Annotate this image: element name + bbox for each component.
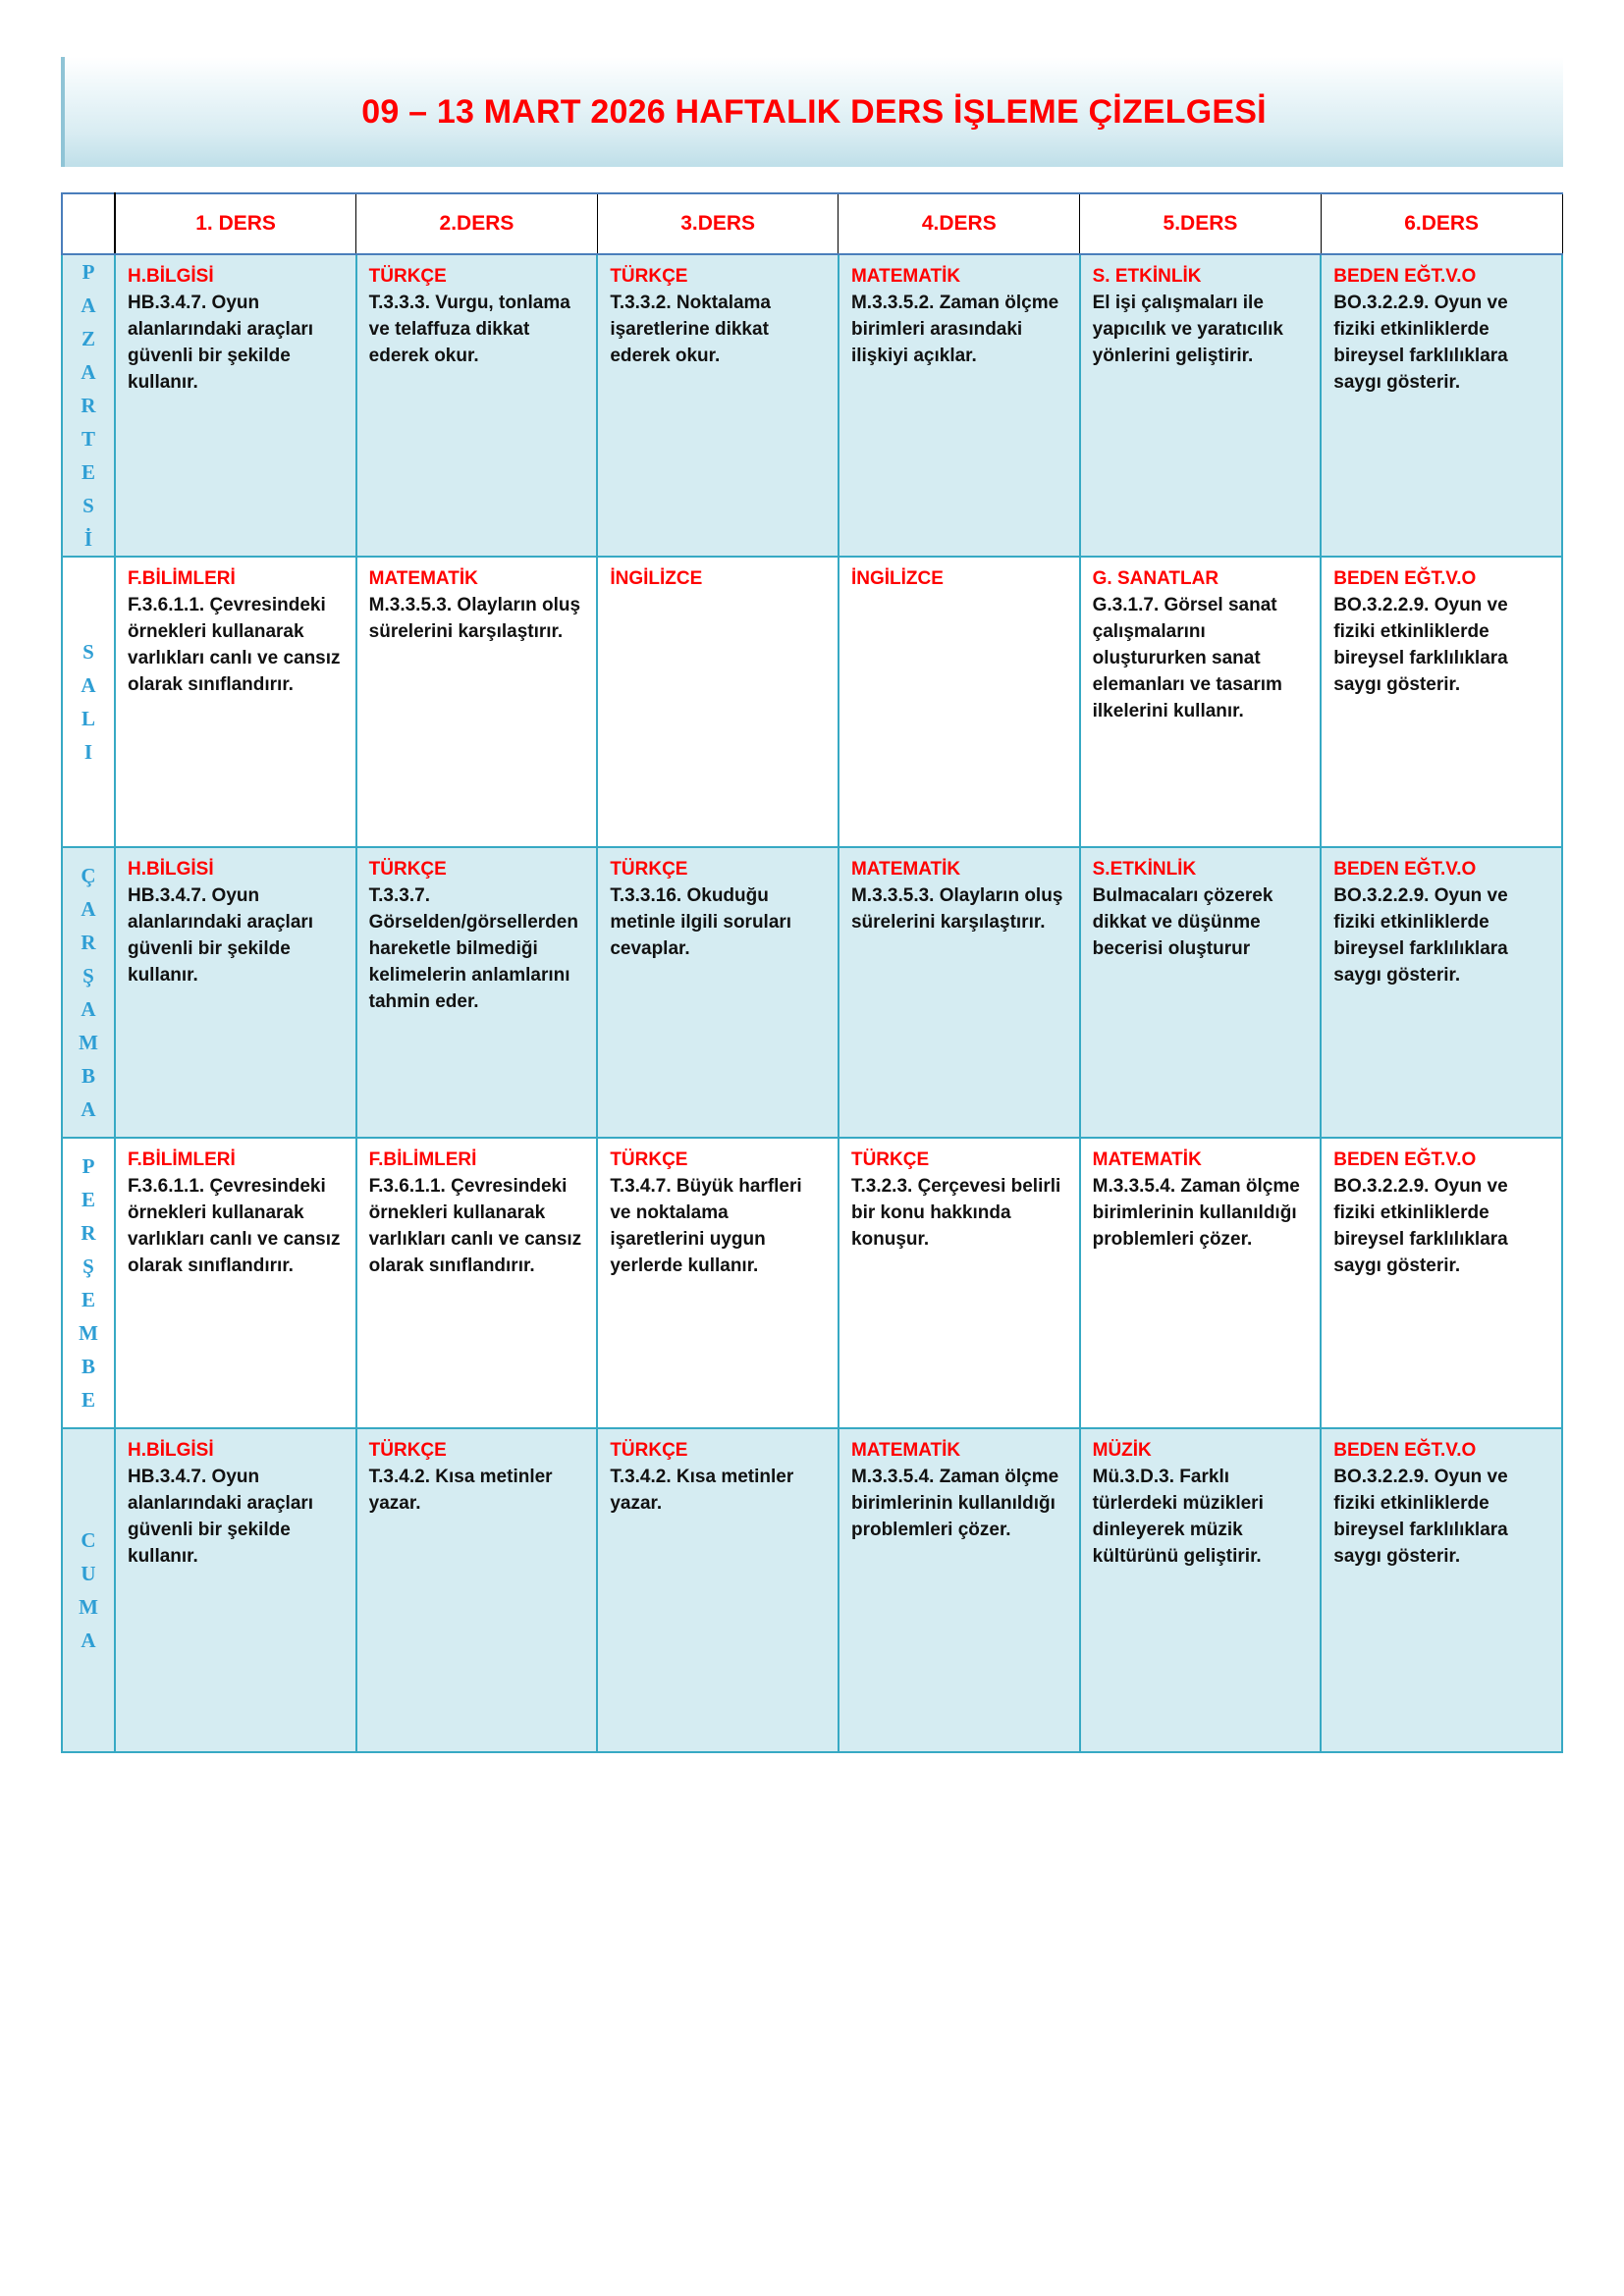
lesson-objective: M.3.3.5.2. Zaman ölçme birimleri arasındaki ilişkiyi açıklar. [850, 293, 1059, 367]
lesson-cell [597, 847, 839, 1138]
lesson-subject: İNGİLİZCE [850, 568, 944, 590]
lesson-cell [597, 254, 839, 557]
lesson-subject: S.ETKİNLİK [1092, 859, 1197, 881]
day-column-header [62, 193, 115, 254]
lesson-subject: F.BİLİMLERİ [368, 1149, 477, 1171]
lesson-objective: G.3.1.7. Görsel sanat çalışmalarını oluştururken sanat elemanları ve tasarım ilkelerini kullanır. [1092, 595, 1282, 722]
schedule-row-sali [62, 557, 1562, 847]
lesson-cell [356, 1428, 598, 1752]
lesson-cell [839, 557, 1080, 847]
day-label: C U M A [79, 1528, 98, 1653]
lesson-subject: H.BİLGİSİ [128, 266, 214, 287]
lesson-subject: MATEMATİK [850, 859, 961, 881]
lesson-cell [115, 254, 356, 557]
lesson-subject: H.BİLGİSİ [128, 1440, 214, 1462]
lesson-subject: BEDEN EĞT.V.O [1333, 1440, 1477, 1462]
lesson-subject: F.BİLİMLERİ [128, 1149, 236, 1171]
lesson-objective: T.3.4.2. Kısa metinler yazar. [610, 1467, 794, 1515]
lesson-cell [1321, 847, 1562, 1138]
lesson-cell [1321, 557, 1562, 847]
lesson-objective: F.3.6.1.1. Çevresindeki örnekleri kullanarak varlıkları canlı ve cansız olarak sınıflandırır. [128, 595, 341, 696]
day-label: P E R Ş E M B E [79, 1154, 98, 1413]
lesson-cell [1321, 254, 1562, 557]
lesson-cell [839, 254, 1080, 557]
lesson-subject: BEDEN EĞT.V.O [1333, 568, 1477, 590]
schedule-row-pazartesi̇ [62, 254, 1562, 557]
lesson-cell [115, 1428, 356, 1752]
lesson-subject: TÜRKÇE [610, 859, 688, 881]
column-header-label: 4.DERS [921, 212, 997, 235]
lesson-subject: İNGİLİZCE [610, 568, 703, 590]
lesson-cell [115, 557, 356, 847]
lesson-subject: MATEMATİK [850, 266, 961, 287]
lesson-objective: HB.3.4.7. Oyun alanlarındaki araçları güvenli bir şekilde kullanır. [128, 885, 314, 987]
lesson-cell [597, 1428, 839, 1752]
schedule-row-perşembe [62, 1138, 1562, 1428]
lesson-subject: MATEMATİK [368, 568, 478, 590]
lesson-cell [839, 1428, 1080, 1752]
lesson-objective: Bulmacaları çözerek dikkat ve düşünme becerisi oluşturur [1092, 885, 1273, 960]
column-header-label: 3.DERS [680, 212, 756, 235]
lesson-objective: Mü.3.D.3. Farklı türlerdeki müzikleri dinleyerek müzik kültürünü geliştirir. [1092, 1467, 1264, 1568]
lesson-cell [356, 847, 598, 1138]
lesson-cell [115, 847, 356, 1138]
lesson-cell [356, 254, 598, 557]
lesson-cell [597, 1138, 839, 1428]
lesson-cell [1080, 1428, 1322, 1752]
lesson-subject: TÜRKÇE [610, 266, 688, 287]
column-header-label: 1. DERS [195, 212, 276, 235]
lesson-objective: BO.3.2.2.9. Oyun ve fiziki etkinliklerde bireysel farklılıklara saygı gösterir. [1333, 885, 1508, 987]
table-header [62, 193, 1562, 254]
schedule-row-cuma [62, 1428, 1562, 1752]
lesson-cell [839, 847, 1080, 1138]
lesson-subject: S. ETKİNLİK [1092, 266, 1202, 287]
lesson-objective: T.3.3.7. Görselden/görsellerden hareketle bilmediği kelimelerin anlamlarını tahmin eder. [368, 885, 578, 1013]
column-header-lesson-1 [115, 193, 356, 254]
day-label-cell [62, 1428, 115, 1752]
lesson-objective: T.3.3.3. Vurgu, tonlama ve telaffuza dikkat ederek okur. [368, 293, 570, 367]
day-label-cell [62, 557, 115, 847]
table-body [62, 254, 1562, 1752]
lesson-objective: HB.3.4.7. Oyun alanlarındaki araçları güvenli bir şekilde kullanır. [128, 293, 314, 394]
day-label: S A L I [81, 640, 96, 765]
lesson-subject: F.BİLİMLERİ [128, 568, 236, 590]
lesson-objective: BO.3.2.2.9. Oyun ve fiziki etkinliklerde bireysel farklılıklara saygı gösterir. [1333, 293, 1508, 394]
lesson-subject: TÜRKÇE [368, 1440, 447, 1462]
lesson-objective: T.3.2.3. Çerçevesi belirli bir konu hakkında konuşur. [850, 1176, 1061, 1251]
lesson-objective: BO.3.2.2.9. Oyun ve fiziki etkinliklerde bireysel farklılıklara saygı gösterir. [1333, 1176, 1508, 1277]
day-label-cell [62, 847, 115, 1138]
column-header-lesson-6 [1321, 193, 1562, 254]
lesson-subject: BEDEN EĞT.V.O [1333, 859, 1477, 881]
weekly-schedule-table [61, 192, 1563, 1753]
lesson-objective: T.3.4.7. Büyük harfleri ve noktalama işaretlerini uygun yerlerde kullanır. [610, 1176, 802, 1277]
lesson-objective: F.3.6.1.1. Çevresindeki örnekleri kullanarak varlıkları canlı ve cansız olarak sınıflandırır. [128, 1176, 341, 1277]
title-banner [61, 57, 1563, 167]
lesson-subject: TÜRKÇE [850, 1149, 930, 1171]
column-header-label: 5.DERS [1163, 212, 1238, 235]
lesson-cell [597, 557, 839, 847]
day-label: P A Z A R T E S İ [81, 260, 96, 552]
lesson-objective: HB.3.4.7. Oyun alanlarındaki araçları güvenli bir şekilde kullanır. [128, 1467, 314, 1568]
lesson-subject: MATEMATİK [850, 1440, 961, 1462]
schedule-row-çarşamba [62, 847, 1562, 1138]
lesson-subject: G. SANATLAR [1092, 568, 1219, 590]
lesson-subject: MATEMATİK [1092, 1149, 1202, 1171]
lesson-objective: BO.3.2.2.9. Oyun ve fiziki etkinliklerde bireysel farklılıklara saygı gösterir. [1333, 1467, 1508, 1568]
lesson-cell [1080, 557, 1322, 847]
lesson-objective: M.3.3.5.3. Olayların oluş sürelerini karşılaştırır. [368, 595, 581, 643]
lesson-objective: T.3.3.16. Okuduğu metinle ilgili soruları cevaplar. [610, 885, 792, 960]
lesson-cell [115, 1138, 356, 1428]
lesson-subject: TÜRKÇE [610, 1149, 688, 1171]
column-header-lesson-5 [1080, 193, 1322, 254]
day-label: Ç A R Ş A M B A [79, 864, 98, 1122]
column-header-lesson-2 [356, 193, 598, 254]
column-header-lesson-3 [597, 193, 839, 254]
lesson-objective: T.3.4.2. Kısa metinler yazar. [368, 1467, 553, 1515]
lesson-cell [1321, 1428, 1562, 1752]
lesson-subject: H.BİLGİSİ [128, 859, 214, 881]
lesson-subject: BEDEN EĞT.V.O [1333, 1149, 1477, 1171]
lesson-cell [1080, 847, 1322, 1138]
lesson-cell [1080, 254, 1322, 557]
day-label-cell [62, 254, 115, 557]
lesson-subject: TÜRKÇE [610, 1440, 688, 1462]
column-header-lesson-4 [839, 193, 1080, 254]
lesson-subject: TÜRKÇE [368, 266, 447, 287]
lesson-cell [356, 1138, 598, 1428]
column-header-label: 6.DERS [1404, 212, 1480, 235]
lesson-objective: M.3.3.5.4. Zaman ölçme birimlerinin kullanıldığı problemleri çözer. [850, 1467, 1059, 1541]
header-row [62, 193, 1562, 254]
page-title: 09 – 13 MART 2026 HAFTALIK DERS İŞLEME ÇİZELGESİ [361, 92, 1267, 131]
lesson-subject: BEDEN EĞT.V.O [1333, 266, 1477, 287]
lesson-objective: El işi çalışmaları ile yapıcılık ve yaratıcılık yönlerini geliştirir. [1092, 293, 1283, 367]
lesson-cell [1321, 1138, 1562, 1428]
lesson-subject: MÜZİK [1092, 1440, 1152, 1462]
day-label-cell [62, 1138, 115, 1428]
lesson-cell [356, 557, 598, 847]
lesson-objective: F.3.6.1.1. Çevresindeki örnekleri kullanarak varlıkları canlı ve cansız olarak sınıflandırır. [368, 1176, 582, 1277]
lesson-objective: M.3.3.5.3. Olayların oluş sürelerini karşılaştırır. [850, 885, 1063, 934]
column-header-label: 2.DERS [439, 212, 514, 235]
lesson-subject: TÜRKÇE [368, 859, 447, 881]
lesson-cell [839, 1138, 1080, 1428]
lesson-cell [1080, 1138, 1322, 1428]
lesson-objective: M.3.3.5.4. Zaman ölçme birimlerinin kullanıldığı problemleri çözer. [1092, 1176, 1300, 1251]
lesson-objective: T.3.3.2. Noktalama işaretlerine dikkat ederek okur. [610, 293, 772, 367]
lesson-objective: BO.3.2.2.9. Oyun ve fiziki etkinliklerde bireysel farklılıklara saygı gösterir. [1333, 595, 1508, 696]
